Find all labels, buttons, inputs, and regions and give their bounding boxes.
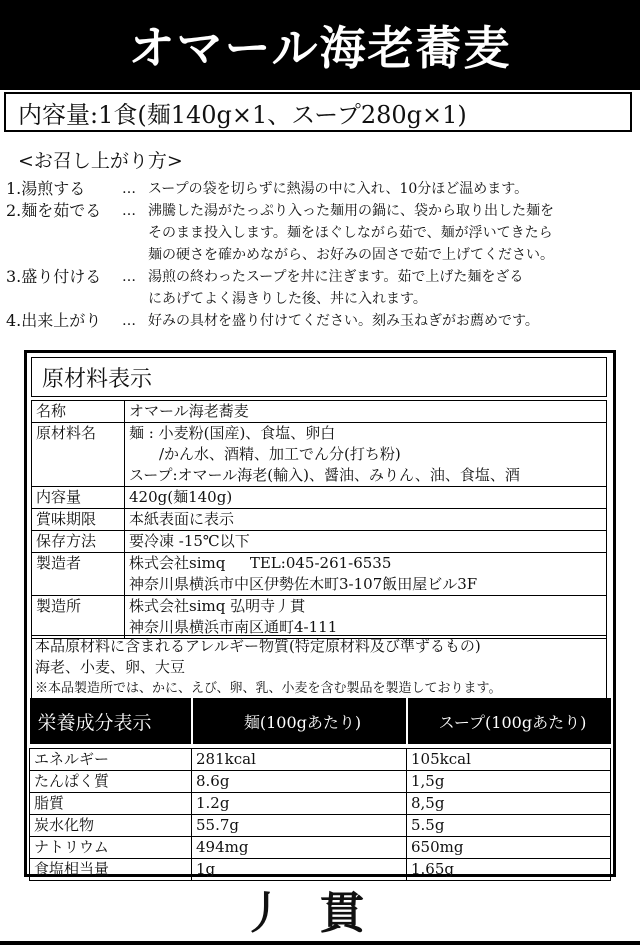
step-dots: … bbox=[122, 313, 136, 329]
table-row bbox=[30, 837, 611, 859]
product-title: オマール海老蕎麦 bbox=[0, 0, 640, 90]
table-row bbox=[30, 771, 611, 793]
noodle-value: 8.6g bbox=[192, 771, 407, 793]
table-row bbox=[30, 815, 611, 837]
row-value: 株式会社simq 弘明寺丿貫 神奈川県横浜市南区通町4-111 bbox=[125, 596, 607, 639]
soup-value: 105kcal bbox=[407, 749, 611, 771]
soup-value: 5.5g bbox=[407, 815, 611, 837]
soup-value: 650mg bbox=[407, 837, 611, 859]
row-value: 株式会社simq TEL:045-261-6535 神奈川県横浜市中区伊勢佐木町3-107飯田屋ビル3F bbox=[125, 553, 607, 596]
noodle-column-header: 麺(100gあたり) bbox=[192, 698, 407, 744]
step-dots: … bbox=[122, 269, 136, 285]
step-1 bbox=[6, 178, 634, 200]
nutrition-heading: 栄養成分表示 bbox=[30, 698, 192, 744]
allergy-box bbox=[31, 635, 607, 700]
table-row bbox=[30, 793, 611, 815]
allergy-heading: 本品原材料に含まれるアレルギー物質(特定原材料及び準ずるもの) bbox=[35, 637, 481, 655]
row-key: 製造者 bbox=[32, 553, 125, 596]
capacity-line: 内容量:1食(麺140g×1、スープ280g×1) bbox=[4, 92, 632, 132]
step-label: 3.盛り付ける bbox=[6, 267, 102, 286]
row-key: 製造所 bbox=[32, 596, 125, 639]
row-key: 内容量 bbox=[32, 487, 125, 509]
step-label: 4.出来上がり bbox=[6, 311, 102, 330]
nutrient-name: たんぱく質 bbox=[30, 771, 192, 793]
row-value: 麺 : 小麦粉(国産)、食塩、卵白 /かん水、酒精、加工でん分(打ち粉) スープ:オマール海老(輸入)、醤油、みりん、油、食塩、酒 bbox=[125, 423, 607, 487]
step-dots: … bbox=[122, 181, 136, 197]
row-value: 420g(麺140g) bbox=[125, 487, 607, 509]
noodle-value: 494mg bbox=[192, 837, 407, 859]
brand-logo: 丿貫 bbox=[242, 888, 398, 939]
table-row bbox=[32, 423, 607, 487]
table-row bbox=[32, 401, 607, 423]
row-key: 原材料名 bbox=[32, 423, 125, 487]
nutrient-name: 脂質 bbox=[30, 793, 192, 815]
nutrient-name: ナトリウム bbox=[30, 837, 192, 859]
noodle-value: 281kcal bbox=[192, 749, 407, 771]
noodle-value: 1g bbox=[192, 859, 407, 881]
howto-heading: <お召し上がり方> bbox=[18, 150, 183, 172]
bottom-rule bbox=[0, 941, 640, 945]
nutrient-name: エネルギー bbox=[30, 749, 192, 771]
nutrient-name: 食塩相当量 bbox=[30, 859, 192, 881]
row-key: 名称 bbox=[32, 401, 125, 423]
ingredients-heading: 原材料表示 bbox=[31, 357, 607, 397]
step-label: 2.麺を茹でる bbox=[6, 201, 102, 220]
row-key: 賞味期限 bbox=[32, 509, 125, 531]
nutrition-table bbox=[29, 698, 611, 881]
row-value: 要冷凍 -15℃以下 bbox=[125, 531, 607, 553]
allergy-items: 海老、小麦、卵、大豆 bbox=[35, 658, 186, 676]
step-text: スープの袋を切らずに熱湯の中に入れ、10分ほど温めます。 bbox=[148, 181, 529, 197]
soup-value: 8,5g bbox=[407, 793, 611, 815]
step-text: 好みの具材を盛り付けてください。刻み玉ねぎがお薦めです。 bbox=[148, 313, 539, 329]
preparation-steps bbox=[6, 178, 634, 332]
nutrition-header bbox=[30, 698, 611, 744]
noodle-value: 55.7g bbox=[192, 815, 407, 837]
step-4 bbox=[6, 310, 634, 332]
step-text: 沸騰した湯がたっぷり入った麺用の鍋に、袋から取り出した麺を そのまま投入します。麺をほぐしながら茹で、麺が浮いてきたら 麺の硬さを確かめながら、お好みの固さで茹で上げてください。 bbox=[148, 203, 554, 263]
table-row bbox=[30, 749, 611, 771]
label-panel bbox=[24, 350, 616, 877]
nutrient-name: 炭水化物 bbox=[30, 815, 192, 837]
soup-value: 1,5g bbox=[407, 771, 611, 793]
step-dots: … bbox=[122, 203, 136, 219]
table-row bbox=[32, 596, 607, 639]
row-value: 本紙表面に表示 bbox=[125, 509, 607, 531]
table-row bbox=[32, 509, 607, 531]
row-key: 保存方法 bbox=[32, 531, 125, 553]
table-row bbox=[32, 487, 607, 509]
step-text: 湯煎の終わったスープを丼に注ぎます。茹で上げた麺をざる にあげてよく湯きりした後、丼に入れます。 bbox=[148, 269, 524, 307]
row-value: オマール海老蕎麦 bbox=[125, 401, 607, 423]
step-label: 1.湯煎する bbox=[6, 179, 86, 198]
step-2 bbox=[6, 200, 634, 266]
step-3 bbox=[6, 266, 634, 310]
ingredients-table bbox=[31, 400, 607, 639]
allergy-note: ※本品製造所では、かに、えび、卵、乳、小麦を含む製品を製造しております。 bbox=[35, 681, 502, 696]
table-row bbox=[32, 531, 607, 553]
soup-column-header: スープ(100gあたり) bbox=[407, 698, 611, 744]
table-row bbox=[32, 553, 607, 596]
soup-value: 1.65g bbox=[407, 859, 611, 881]
noodle-value: 1.2g bbox=[192, 793, 407, 815]
